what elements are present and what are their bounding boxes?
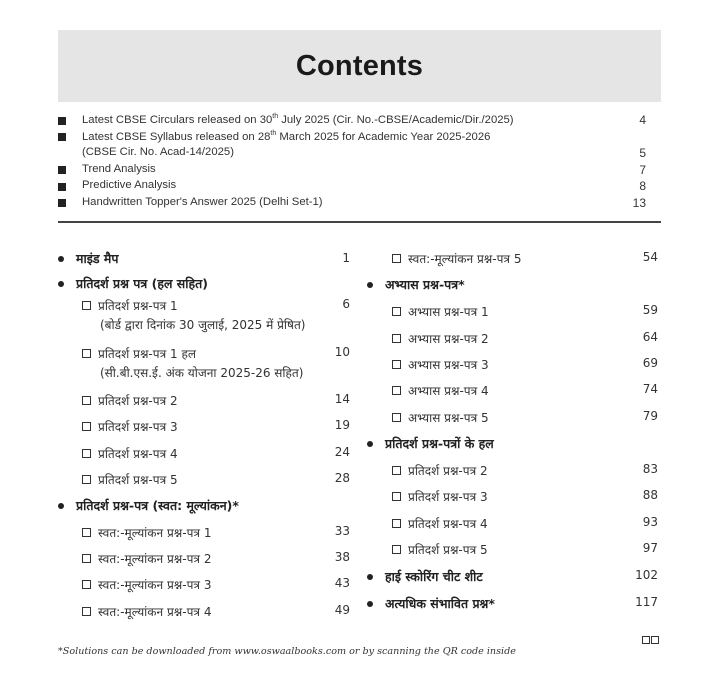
practice-papers-heading[interactable]: अभ्यास प्रश्न-पत्र* <box>367 276 465 293</box>
square-bullet-icon <box>58 183 66 191</box>
bullet-icon <box>58 281 64 287</box>
page-number: 88 <box>642 488 658 502</box>
page-number: 64 <box>642 330 658 344</box>
checkbox-bullet-icon <box>82 349 91 358</box>
page-number: 7 <box>639 162 646 177</box>
toc-item[interactable]: अभ्यास प्रश्न-पत्र 2 <box>392 330 489 347</box>
footer-note: *Solutions can be downloaded from www.oswaalbooks.com or by scanning the QR code inside <box>58 646 516 657</box>
checkbox-bullet-icon <box>392 519 401 528</box>
toc-item[interactable]: स्वत:-मूल्यांकन प्रश्न-पत्र 5 <box>392 250 522 267</box>
toc-item[interactable]: अभ्यास प्रश्न-पत्र 5 <box>392 409 489 426</box>
toc-item[interactable]: स्वत:-मूल्यांकन प्रश्न-पत्र 3 <box>82 576 212 593</box>
page-number: 6 <box>342 297 350 311</box>
checkbox-bullet-icon <box>392 413 401 422</box>
toc-item[interactable]: प्रतिदर्श प्रश्न-पत्र 3 <box>82 418 178 435</box>
page-number: 13 <box>632 195 646 210</box>
toc-item[interactable]: स्वत:-मूल्यांकन प्रश्न-पत्र 1 <box>82 524 212 541</box>
square-bullet-icon <box>58 199 66 207</box>
page-number: 1 <box>342 251 350 265</box>
bullet-icon <box>367 574 373 580</box>
checkbox-bullet-icon <box>392 307 401 316</box>
toc-item[interactable]: अभ्यास प्रश्न-पत्र 1 <box>392 303 489 320</box>
page-number: 69 <box>642 356 658 370</box>
toc-item[interactable]: प्रतिदर्श प्रश्न-पत्र 2 <box>82 392 178 409</box>
list-item[interactable] <box>58 179 658 196</box>
page-number: 54 <box>642 250 658 264</box>
bullet-icon <box>367 282 373 288</box>
page-number: 93 <box>642 515 658 529</box>
page-number: 33 <box>334 524 350 538</box>
toc-item[interactable]: स्वत:-मूल्यांकन प्रश्न-पत्र 2 <box>82 550 212 567</box>
sample-papers-solved-heading[interactable]: प्रतिदर्श प्रश्न पत्र (हल सहित) <box>58 275 208 292</box>
item-label: Handwritten Topper's Answer 2025 (Delhi Set-1) <box>82 195 323 208</box>
solutions-heading[interactable]: प्रतिदर्श प्रश्न-पत्रों के हल <box>367 435 494 452</box>
list-item[interactable] <box>58 130 658 147</box>
item-label-rest: July 2025 (Cir. No.-CBSE/Academic/Dir./2025) <box>278 113 514 126</box>
high-scoring-cheat-sheet-heading[interactable]: हाई स्कोरिंग चीट शीट <box>367 568 483 585</box>
toc-item[interactable]: स्वत:-मूल्यांकन प्रश्न-पत्र 4 <box>82 603 212 620</box>
page-number: 43 <box>334 576 350 590</box>
page-number: 117 <box>635 595 658 609</box>
checkbox-bullet-icon <box>82 396 91 405</box>
list-item[interactable] <box>58 163 658 180</box>
item-sup: th <box>272 113 279 120</box>
page-number: 19 <box>334 418 350 432</box>
bullet-icon <box>58 256 64 262</box>
checkbox-bullet-icon <box>82 422 91 431</box>
page-number: 24 <box>334 445 350 459</box>
checkbox-bullet-icon <box>392 360 401 369</box>
checkbox-bullet-icon <box>392 334 401 343</box>
page-number: 4 <box>639 113 646 127</box>
item-label: Latest CBSE Syllabus released on 28 <box>82 130 271 143</box>
most-probable-questions-heading[interactable]: अत्यधिक संभावित प्रश्न* <box>367 595 495 612</box>
toc-item[interactable]: प्रतिदर्श प्रश्न-पत्र 5 <box>392 541 488 558</box>
page-number: 102 <box>635 568 658 582</box>
checkbox-bullet-icon <box>82 528 91 537</box>
checkbox-bullet-icon <box>392 545 401 554</box>
toc-item[interactable]: प्रतिदर्श प्रश्न-पत्र 4 <box>392 515 488 532</box>
toc-item[interactable]: प्रतिदर्श प्रश्न-पत्र 3 <box>392 488 488 505</box>
toc-item-paper-1-solution[interactable]: प्रतिदर्श प्रश्न-पत्र 1 हल <box>82 345 196 362</box>
list-item[interactable] <box>58 113 658 130</box>
bullet-icon <box>367 441 373 447</box>
page-number: 38 <box>334 550 350 564</box>
list-item[interactable] <box>58 196 658 213</box>
bullet-icon <box>58 503 64 509</box>
page-number: 14 <box>334 392 350 406</box>
toc-item-paper-1[interactable]: प्रतिदर्श प्रश्न-पत्र 1 <box>82 297 178 314</box>
checkbox-bullet-icon <box>392 254 401 263</box>
item-label-rest: March 2025 for Academic Year 2025-2026 <box>276 130 491 143</box>
bullet-icon <box>367 601 373 607</box>
page-number: 74 <box>642 382 658 396</box>
item-label: Trend Analysis <box>82 162 156 175</box>
top-contents-list <box>58 113 658 213</box>
list-item-continued[interactable] <box>58 146 658 163</box>
toc-item[interactable]: अभ्यास प्रश्न-पत्र 4 <box>392 382 489 399</box>
page-number: 59 <box>642 303 658 317</box>
item-sup: th <box>270 129 277 137</box>
item-label: Latest CBSE Circulars released on 30 <box>82 113 273 126</box>
square-bullet-icon <box>58 117 66 125</box>
page-number: 10 <box>334 345 350 359</box>
checkbox-bullet-icon <box>392 492 401 501</box>
checkbox-bullet-icon <box>392 466 401 475</box>
page-number: 8 <box>639 179 646 194</box>
checkbox-bullet-icon <box>82 475 91 484</box>
checkbox-bullet-icon <box>82 580 91 589</box>
contents-header <box>58 30 661 102</box>
page-number: 49 <box>334 603 350 617</box>
square-bullet-icon <box>58 133 66 141</box>
checkbox-bullet-icon <box>82 301 91 310</box>
page-number: 97 <box>642 541 658 555</box>
section-divider <box>58 221 661 223</box>
page-title: Contents <box>295 49 424 82</box>
square-bullet-icon <box>58 166 66 174</box>
mind-map-heading[interactable]: माइंड मैप <box>58 250 118 267</box>
checkbox-bullet-icon <box>82 554 91 563</box>
page-marker-icon <box>642 629 660 648</box>
page-number: 5 <box>639 146 646 161</box>
toc-item[interactable]: प्रतिदर्श प्रश्न-पत्र 5 <box>82 471 178 488</box>
item-label: Predictive Analysis <box>82 179 177 192</box>
item-label: (CBSE Cir. No. Acad-14/2025) <box>82 146 234 159</box>
page-number: 83 <box>642 462 658 476</box>
page-number: 28 <box>334 471 350 485</box>
self-eval-heading[interactable]: प्रतिदर्श प्रश्न-पत्र (स्वत: मूल्यांकन)* <box>58 497 239 514</box>
toc-item-note: (सी.बी.एस.ई. अंक योजना 2025-26 सहित) <box>100 366 304 380</box>
checkbox-bullet-icon <box>82 607 91 616</box>
toc-item-note: (बोर्ड द्वारा दिनांक 30 जुलाई, 2025 में प्रेषित) <box>100 318 306 332</box>
toc-item[interactable]: अभ्यास प्रश्न-पत्र 3 <box>392 356 489 373</box>
toc-item[interactable]: प्रतिदर्श प्रश्न-पत्र 4 <box>82 445 178 462</box>
toc-item[interactable]: प्रतिदर्श प्रश्न-पत्र 2 <box>392 462 488 479</box>
checkbox-bullet-icon <box>82 449 91 458</box>
page-number: 79 <box>642 409 658 423</box>
checkbox-bullet-icon <box>392 386 401 395</box>
